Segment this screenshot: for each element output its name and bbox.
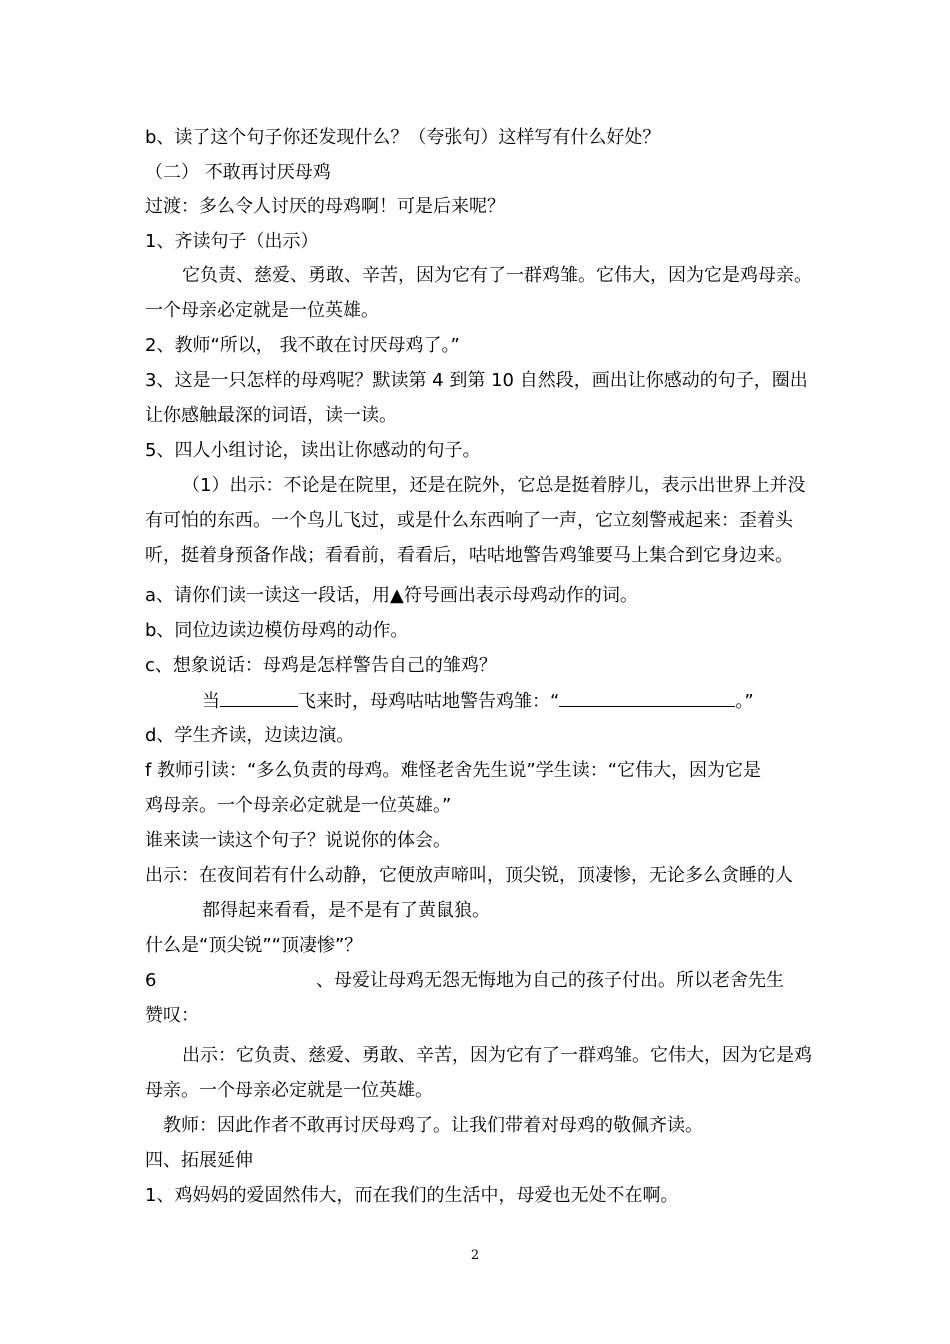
fill-blank-part1: 当: [202, 691, 220, 712]
fill-blank-part3: 。”: [735, 691, 754, 712]
line-show-final: 出示：它负责、慈爱、勇敢、辛苦，因为它有了一群鸡雏。它伟大，因为它是鸡: [182, 1045, 812, 1066]
line-question-b: b、读了这个句子你还发现什么？（夸张句）这样写有什么好处？: [145, 127, 661, 148]
fill-blank-line: [202, 690, 754, 713]
line-task-f: f 教师引读：“多么负责的母鸡。难怪老舍先生说”学生读：“它伟大，因为它是: [145, 760, 762, 781]
line-show-night-2: 都得起来看看，是不是有了黄鼠狼。: [202, 900, 490, 921]
line-item-1: 1、齐读句子（出示）: [145, 231, 319, 252]
line-task-a: a、请你们读一读这一段话，用▲符号画出表示母鸡动作的词。: [145, 585, 638, 606]
line-teacher: 教师：因此作者不敢再讨厌母鸡了。让我们带着对母鸡的敬佩齐读。: [163, 1115, 703, 1136]
line-passage-2: 有可怕的东西。一个鸟儿飞过，或是什么东西响了一声，它立刻警戒起来：歪着头: [145, 510, 793, 531]
line-item-5: 5、四人小组讨论，读出让你感动的句子。: [145, 440, 481, 461]
line-task-d: d、学生齐读，边读边演。: [145, 725, 355, 746]
line-item-2: 2、教师“所以， 我不敢在讨厌母鸡了。”: [145, 335, 460, 356]
line-extension-1: 1、鸡妈妈的爱固然伟大，而在我们的生活中，母爱也无处不在啊。: [145, 1185, 679, 1206]
fill-blank-part2: 飞来时，母鸡咕咕地警告鸡雏：“: [298, 691, 560, 712]
page-number: 2: [470, 1248, 480, 1263]
line-prompt: 谁来读一读这个句子？说说你的体会。: [145, 830, 451, 851]
blank-2: [559, 690, 735, 707]
line-item-6b: 赞叹：: [145, 1005, 199, 1026]
line-show-night: 出示：在夜间若有什么动静，它便放声啼叫，顶尖锐，顶凄惨，无论多么贪睡的人: [145, 865, 793, 886]
line-quote-1b: 一个母亲必定就是一位英雄。: [145, 300, 379, 321]
line-show-final-2: 母亲。一个母亲必定就是一位英雄。: [145, 1080, 433, 1101]
section-heading-2: （二） 不敢再讨厌母鸡: [145, 162, 331, 183]
line-question-words: 什么是“顶尖锐”“顶凄惨”？: [145, 935, 363, 956]
line-transition: 过渡：多么令人讨厌的母鸡啊！可是后来呢？: [145, 196, 505, 217]
line-quote-1: 它负责、慈爱、勇敢、辛苦，因为它有了一群鸡雏。它伟大，因为它是鸡母亲。: [182, 265, 812, 286]
item-6-number: 6: [145, 970, 157, 991]
blank-1: [220, 690, 298, 707]
line-passage-3: 听，挺着身预备作战；看看前，看看后，咕咕地警告鸡雏要马上集合到它身边来。: [145, 545, 793, 566]
line-item-6: 、母爱让母鸡无怨无悔地为自己的孩子付出。所以老舍先生: [316, 970, 784, 991]
line-item-3: 3、这是一只怎样的母鸡呢？默读第 4 到第 10 自然段，画出让你感动的句子，圈出: [145, 370, 808, 391]
line-passage-1: （1）出示：不论是在院里，还是在院外，它总是挺着脖儿，表示出世界上并没: [182, 475, 806, 496]
line-item-3b: 让你感触最深的词语，读一读。: [145, 405, 397, 426]
line-task-c: c、想象说话：母鸡是怎样警告自己的雏鸡？: [145, 655, 497, 676]
line-task-f2: 鸡母亲。一个母亲必定就是一位英雄。”: [145, 795, 452, 816]
line-task-b: b、同位边读边模仿母鸡的动作。: [145, 620, 409, 641]
section-heading-4: 四、拓展延伸: [145, 1150, 253, 1171]
